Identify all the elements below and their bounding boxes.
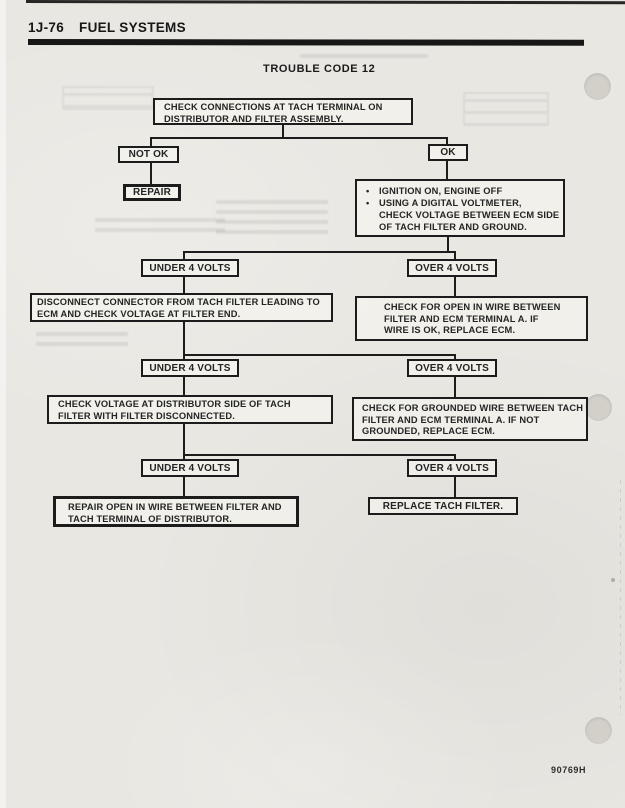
figure-code: 90769H bbox=[551, 765, 587, 775]
node-text-line: DISTRIBUTOR AND FILTER ASSEMBLY. bbox=[164, 113, 344, 124]
bleed-through-ghost bbox=[463, 92, 549, 126]
node-text-line: GROUNDED, REPLACE ECM. bbox=[362, 426, 495, 436]
connector bbox=[282, 124, 284, 138]
flow-node-repair-open-wire bbox=[53, 496, 299, 527]
connector bbox=[183, 424, 185, 455]
node-text-line: IGNITION ON, ENGINE OFF bbox=[379, 186, 503, 196]
node-text-line: ECM AND CHECK VOLTAGE AT FILTER END. bbox=[37, 308, 241, 319]
bleed-through-ghost bbox=[36, 332, 128, 348]
decision-under-4-volts-row1: UNDER 4 VOLTS bbox=[141, 259, 239, 277]
node-text-line: CHECK VOLTAGE BETWEEN ECM SIDE bbox=[379, 210, 560, 220]
flow-node-disconnect-connector bbox=[30, 293, 333, 322]
bleed-through-ghost bbox=[62, 86, 154, 110]
decision-ok: OK bbox=[428, 144, 468, 161]
punch-hole bbox=[585, 717, 612, 744]
node-text-line: CHECK FOR OPEN IN WIRE BETWEEN bbox=[384, 302, 561, 312]
flow-node-replace-tach-filter: REPLACE TACH FILTER. bbox=[368, 497, 518, 515]
connector bbox=[150, 137, 448, 139]
flow-node-repair: REPAIR bbox=[123, 184, 181, 201]
connector bbox=[183, 454, 456, 456]
node-text-line: REPAIR OPEN IN WIRE BETWEEN FILTER AND bbox=[68, 502, 282, 512]
bleed-through-ghost bbox=[95, 218, 225, 236]
node-text-line: CHECK VOLTAGE AT DISTRIBUTOR SIDE OF TACH bbox=[58, 399, 291, 409]
node-text-line: CHECK FOR GROUNDED WIRE BETWEEN TACH bbox=[362, 403, 584, 413]
connector bbox=[454, 477, 456, 497]
decision-over-4-volts-row1: OVER 4 VOLTS bbox=[407, 259, 497, 277]
punch-hole bbox=[585, 394, 612, 421]
node-text-line: FILTER WITH FILTER DISCONNECTED. bbox=[58, 410, 235, 421]
connector bbox=[447, 237, 449, 252]
punch-hole bbox=[584, 73, 611, 100]
scan-speck bbox=[611, 578, 615, 582]
bullet-icon: • bbox=[366, 186, 370, 196]
diagram-title: TROUBLE CODE 12 bbox=[263, 63, 376, 75]
connector bbox=[454, 277, 456, 296]
connector bbox=[183, 251, 185, 259]
node-text-line: OF TACH FILTER AND GROUND. bbox=[379, 222, 527, 232]
connector bbox=[183, 377, 185, 395]
flow-node-start bbox=[153, 98, 413, 125]
bullet-icon: • bbox=[366, 198, 370, 208]
connector bbox=[183, 477, 185, 496]
connector bbox=[183, 277, 185, 294]
scan-edge-top bbox=[26, 0, 625, 4]
scan-edge-left bbox=[0, 0, 6, 808]
header-rule bbox=[28, 39, 584, 46]
page-code: 1J-76 bbox=[28, 20, 65, 35]
node-text-line: CHECK CONNECTIONS AT TACH TERMINAL ON bbox=[164, 102, 383, 112]
connector bbox=[150, 163, 152, 184]
connector bbox=[454, 251, 456, 259]
decision-not-ok: NOT OK bbox=[118, 146, 179, 163]
connector bbox=[446, 161, 448, 179]
connector bbox=[454, 377, 456, 397]
connector bbox=[150, 137, 152, 146]
connector bbox=[183, 251, 456, 253]
decision-over-4-volts-row2: OVER 4 VOLTS bbox=[407, 359, 497, 377]
page-header bbox=[28, 20, 186, 35]
node-text-line: DISCONNECT CONNECTOR FROM TACH FILTER LEADING TO bbox=[37, 297, 320, 307]
section-title: FUEL SYSTEMS bbox=[79, 20, 186, 35]
node-text-line: FILTER AND ECM TERMINAL A. IF NOT bbox=[362, 414, 540, 425]
connector bbox=[183, 322, 185, 355]
page-binding-shadow bbox=[620, 480, 621, 715]
flow-node-check-open-wire bbox=[355, 296, 588, 341]
flow-node-check-grounded-wire bbox=[352, 397, 588, 441]
node-text-line: FILTER AND ECM TERMINAL A. IF bbox=[384, 313, 539, 324]
decision-under-4-volts-row2: UNDER 4 VOLTS bbox=[141, 359, 239, 377]
decision-under-4-volts-row3: UNDER 4 VOLTS bbox=[141, 459, 239, 477]
node-text-line: USING A DIGITAL VOLTMETER, bbox=[379, 198, 522, 208]
flow-node-check-distributor-voltage bbox=[47, 395, 333, 424]
bleed-through-ghost bbox=[216, 200, 328, 236]
node-text-line: TACH TERMINAL OF DISTRIBUTOR. bbox=[68, 513, 232, 524]
connector bbox=[183, 354, 456, 356]
node-text-line: WIRE IS OK, REPLACE ECM. bbox=[384, 325, 516, 335]
flow-node-voltmeter-check bbox=[355, 179, 565, 237]
decision-over-4-volts-row3: OVER 4 VOLTS bbox=[407, 459, 497, 477]
